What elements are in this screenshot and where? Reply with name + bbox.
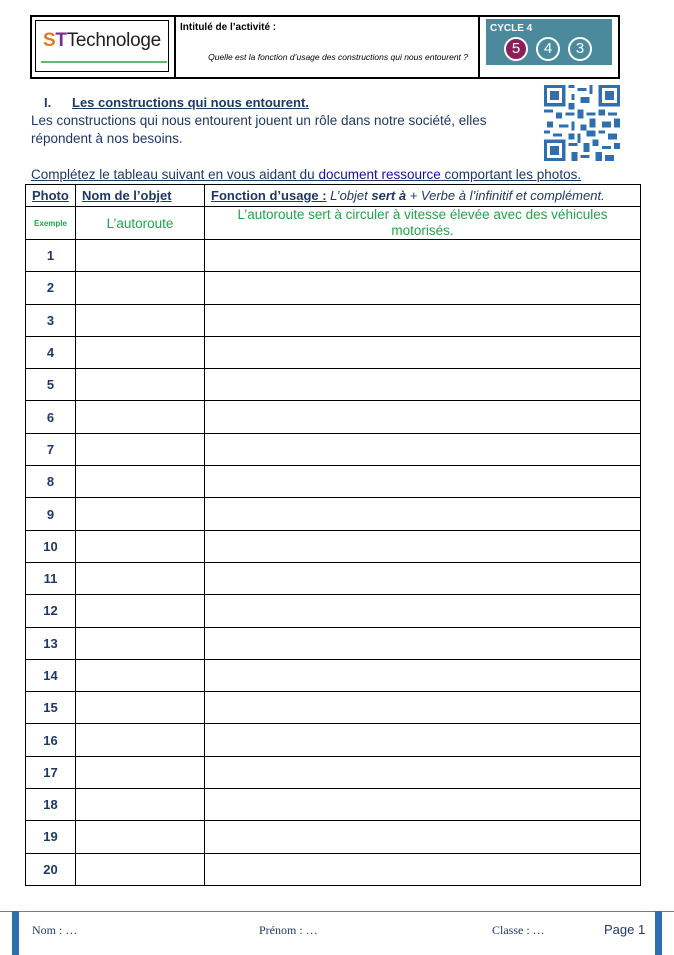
level-badge-4: 4 [536, 37, 560, 61]
function-cell[interactable] [205, 659, 641, 691]
cycle-label: CYCLE 4 [490, 23, 533, 34]
name-cell[interactable] [76, 304, 205, 336]
footer-prenom: Prénom : … [259, 923, 318, 937]
name-cell[interactable] [76, 498, 205, 530]
table-row [26, 821, 641, 853]
header-function: Fonction d’usage : L’objet sert à + Verbe à l’infinitif et complément. [205, 185, 641, 207]
logo-cell [32, 17, 176, 77]
name-cell[interactable] [76, 692, 205, 724]
intro-text: Les constructions qui nous entourent jouent un rôle dans notre société, elles répondent à nos besoins. [31, 113, 487, 146]
row-number: 18 [26, 789, 76, 821]
function-cell[interactable] [205, 369, 641, 401]
section-number: I. [44, 95, 52, 110]
logo [35, 20, 169, 72]
function-cell[interactable] [205, 530, 641, 562]
row-number: 12 [26, 595, 76, 627]
name-cell[interactable] [76, 240, 205, 272]
activity-header [30, 15, 620, 79]
row-number: 10 [26, 530, 76, 562]
name-cell[interactable] [76, 756, 205, 788]
example-name: L’autoroute [76, 207, 205, 240]
activity-question: Quelle est la fonction d’usage des constructions qui nous entourent ? [208, 52, 468, 62]
row-number: 2 [26, 272, 76, 304]
name-cell[interactable] [76, 627, 205, 659]
function-cell[interactable] [205, 756, 641, 788]
table-row [26, 853, 641, 885]
table-row [26, 530, 641, 562]
row-number: 6 [26, 401, 76, 433]
table-row [26, 240, 641, 272]
section-title: Les constructions qui nous entourent. [72, 95, 309, 110]
name-cell[interactable] [76, 530, 205, 562]
function-cell[interactable] [205, 498, 641, 530]
table-row [26, 724, 641, 756]
example-row [26, 207, 641, 240]
row-number: 9 [26, 498, 76, 530]
table-row [26, 789, 641, 821]
function-cell[interactable] [205, 821, 641, 853]
table-row [26, 562, 641, 594]
name-cell[interactable] [76, 336, 205, 368]
name-cell[interactable] [76, 433, 205, 465]
table-row [26, 595, 641, 627]
construction-table [25, 184, 641, 886]
header-photo: Photo [26, 185, 76, 207]
level-badge-3: 3 [568, 37, 592, 61]
level-badge-5: 5 [504, 37, 528, 61]
function-cell[interactable] [205, 336, 641, 368]
name-cell[interactable] [76, 724, 205, 756]
table-row [26, 756, 641, 788]
row-number: 5 [26, 369, 76, 401]
function-cell[interactable] [205, 692, 641, 724]
footer-nom: Nom : … [32, 923, 78, 937]
activity-label: Intitulé de l’activité : [180, 22, 277, 33]
function-cell[interactable] [205, 466, 641, 498]
row-number: 4 [26, 336, 76, 368]
activity-title-cell [176, 17, 480, 77]
function-cell[interactable] [205, 789, 641, 821]
table-row [26, 336, 641, 368]
name-cell[interactable] [76, 789, 205, 821]
row-number: 20 [26, 853, 76, 885]
function-cell[interactable] [205, 433, 641, 465]
instruction-text: Complétez le tableau suivant en vous aidant du document ressource comportant les photos. [31, 167, 582, 182]
function-cell[interactable] [205, 562, 641, 594]
function-cell[interactable] [205, 627, 641, 659]
row-number: 16 [26, 724, 76, 756]
table-row [26, 369, 641, 401]
row-number: 7 [26, 433, 76, 465]
example-function: L’autoroute sert à circuler à vitesse élevée avec des véhicules motorisés. [205, 207, 641, 240]
row-number: 13 [26, 627, 76, 659]
footer-classe: Classe : … [492, 923, 545, 937]
function-cell[interactable] [205, 240, 641, 272]
row-number: 14 [26, 659, 76, 691]
table-row [26, 304, 641, 336]
qr-code-icon [544, 85, 620, 161]
footer-divider [0, 911, 674, 912]
cycle-box [486, 19, 612, 65]
name-cell[interactable] [76, 401, 205, 433]
name-cell[interactable] [76, 659, 205, 691]
name-cell[interactable] [76, 369, 205, 401]
example-label: Exemple [26, 207, 76, 240]
row-number: 11 [26, 562, 76, 594]
function-cell[interactable] [205, 595, 641, 627]
table-row [26, 466, 641, 498]
table-row [26, 659, 641, 691]
footer-bar-left [12, 911, 19, 955]
name-cell[interactable] [76, 595, 205, 627]
row-number: 19 [26, 821, 76, 853]
table-header-row [26, 185, 641, 207]
function-cell[interactable] [205, 853, 641, 885]
table-row [26, 692, 641, 724]
row-number: 1 [26, 240, 76, 272]
header-name: Nom de l’objet [76, 185, 205, 207]
row-number: 8 [26, 466, 76, 498]
logo-wave-icon [41, 59, 167, 65]
cycle-cell [480, 17, 618, 77]
table-row [26, 272, 641, 304]
footer-bar-right [655, 911, 662, 955]
name-cell[interactable] [76, 272, 205, 304]
table-row [26, 498, 641, 530]
table-row [26, 401, 641, 433]
name-cell[interactable] [76, 821, 205, 853]
document-link[interactable]: document ressource [318, 167, 441, 182]
name-cell[interactable] [76, 466, 205, 498]
function-cell[interactable] [205, 724, 641, 756]
name-cell[interactable] [76, 562, 205, 594]
row-number: 3 [26, 304, 76, 336]
table-row [26, 627, 641, 659]
function-cell[interactable] [205, 272, 641, 304]
name-cell[interactable] [76, 853, 205, 885]
function-cell[interactable] [205, 304, 641, 336]
footer-page-number: Page 1 [604, 922, 646, 937]
row-number: 15 [26, 692, 76, 724]
function-cell[interactable] [205, 401, 641, 433]
logo-text: STTechnologe [43, 30, 161, 51]
row-number: 17 [26, 756, 76, 788]
table-row [26, 433, 641, 465]
